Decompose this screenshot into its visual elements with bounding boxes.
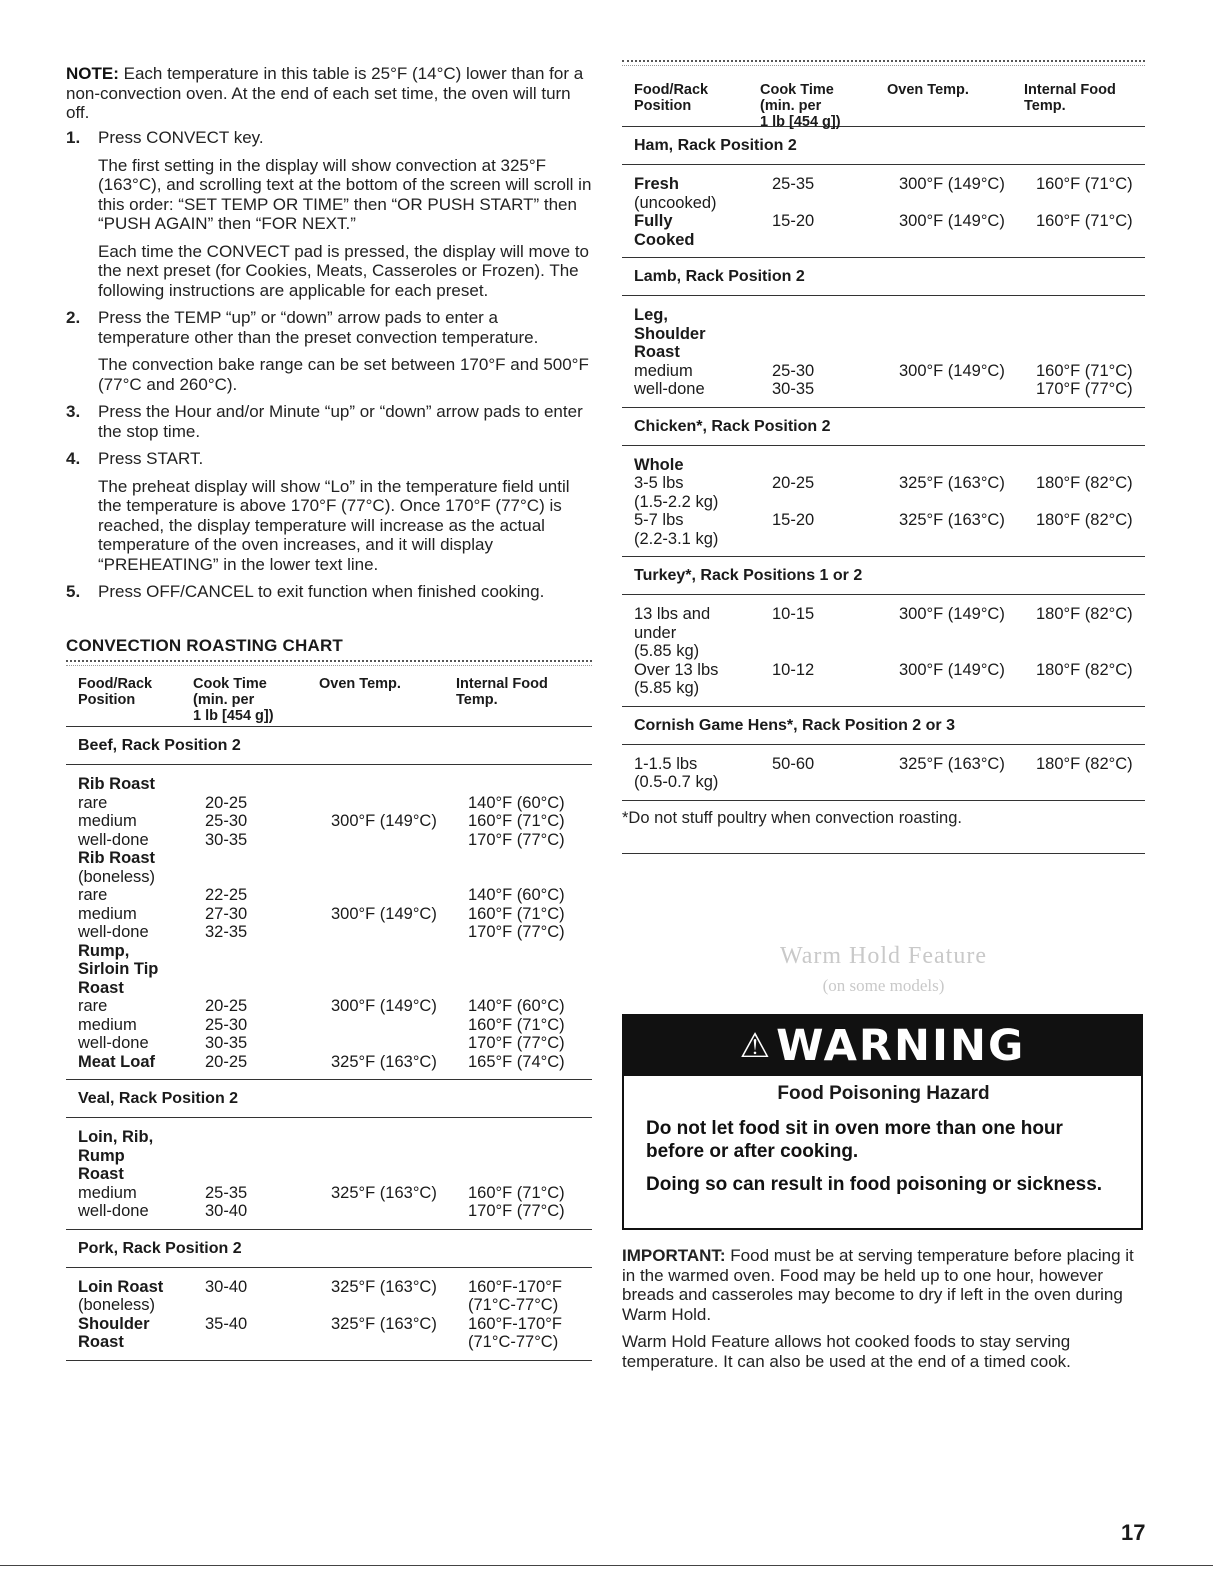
cell-oven-temp: 325°F (163°C) bbox=[899, 754, 1005, 773]
cell-internal-temp: 180°F (82°C) bbox=[1036, 754, 1133, 773]
table-row bbox=[78, 979, 592, 998]
table-row bbox=[634, 511, 1145, 530]
table-row bbox=[78, 960, 592, 979]
cell-oven-temp: 300°F (149°C) bbox=[899, 212, 1005, 230]
cell-food: 5-7 lbs bbox=[634, 511, 684, 529]
warm-hold-heading bbox=[622, 943, 1145, 996]
step-item bbox=[66, 402, 592, 441]
header-c3: Oven Temp. bbox=[319, 676, 401, 692]
important-section bbox=[622, 1246, 1145, 1379]
table-header bbox=[66, 666, 592, 726]
table-header bbox=[622, 66, 1145, 130]
cell-food: well-done bbox=[78, 1202, 149, 1220]
table-row bbox=[78, 849, 592, 868]
cell-oven-temp: 300°F (149°C) bbox=[331, 812, 437, 830]
step-number: 5. bbox=[66, 582, 81, 601]
cell-cook-time: 10-12 bbox=[772, 660, 815, 679]
warm-hold-description: Warm Hold Feature allows hot cooked foods to stay serving temperature. It can also be used at the end of a timed cook. bbox=[622, 1332, 1071, 1371]
table-row bbox=[634, 773, 1145, 792]
section-rows bbox=[622, 165, 1145, 257]
cell-food: Fresh bbox=[634, 175, 679, 193]
cell-food: (5.85 kg) bbox=[634, 642, 700, 660]
cell-internal-temp: 170°F (77°C) bbox=[468, 923, 565, 941]
cell-food: medium bbox=[78, 1183, 137, 1202]
header-c4: Internal Food Temp. bbox=[456, 676, 548, 708]
instruction-steps bbox=[66, 128, 592, 610]
header-c2: Cook Time (min. per 1 lb [454 g]) bbox=[760, 82, 841, 130]
table-row bbox=[634, 362, 1145, 381]
table-row bbox=[78, 923, 592, 942]
table-row bbox=[634, 212, 1145, 231]
cell-food: 13 lbs and bbox=[634, 605, 711, 623]
warning-label: WARNING bbox=[776, 1021, 1026, 1071]
table-row bbox=[78, 886, 592, 905]
warning-line-2: Doing so can result in food poisoning or sickness. bbox=[646, 1174, 1103, 1195]
step-number: 2. bbox=[66, 308, 81, 327]
cell-food: well-done bbox=[78, 830, 149, 849]
cell-food: Roast bbox=[78, 1165, 124, 1183]
cell-food: rare bbox=[78, 997, 108, 1015]
cell-cook-time: 25-30 bbox=[205, 812, 248, 830]
cell-internal-temp: 160°F-170°F bbox=[468, 1314, 562, 1333]
section-title: Cornish Game Hens*, Rack Position 2 or 3 bbox=[634, 716, 955, 734]
cell-oven-temp: 300°F (149°C) bbox=[899, 175, 1005, 193]
roasting-chart-left bbox=[66, 660, 592, 1361]
cell-oven-temp: 325°F (163°C) bbox=[331, 1052, 437, 1071]
section-rows bbox=[66, 1118, 592, 1229]
table-row bbox=[634, 343, 1145, 362]
cell-internal-temp: 180°F (82°C) bbox=[1036, 660, 1133, 679]
section-title: Chicken*, Rack Position 2 bbox=[634, 417, 831, 435]
header-c1: Food/Rack Position bbox=[78, 676, 153, 708]
cell-internal-temp: 160°F-170°F bbox=[468, 1277, 562, 1296]
table-row bbox=[78, 905, 592, 924]
header-c4: Internal Food Temp. bbox=[1024, 82, 1116, 114]
table-row bbox=[78, 1128, 592, 1147]
cell-food: Whole bbox=[634, 455, 684, 474]
step-text: The preheat display will show “Lo” in the temperature field until the temperature is above 170°F (77°C). Once 170°F (77°C) is reached, the display temperature will increase as the actual temperature of the oven increases, and it will display “PREHEATING” in the lower text line. bbox=[98, 476, 570, 574]
cell-internal-temp: 170°F (77°C) bbox=[468, 1202, 565, 1220]
cell-cook-time: 30-40 bbox=[205, 1202, 248, 1220]
table-row bbox=[78, 1333, 592, 1352]
cell-internal-temp: 140°F (60°C) bbox=[468, 886, 565, 904]
cell-food: Rump bbox=[78, 1146, 125, 1165]
cell-oven-temp: 325°F (163°C) bbox=[899, 511, 1005, 529]
cell-cook-time: 25-30 bbox=[772, 361, 815, 380]
cell-food: Roast bbox=[78, 978, 124, 997]
table-row bbox=[78, 1202, 592, 1221]
cell-cook-time: 20-25 bbox=[772, 474, 815, 492]
warm-hold-title: Warm Hold Feature bbox=[779, 943, 987, 969]
table-row bbox=[634, 530, 1145, 549]
cell-cook-time: 27-30 bbox=[205, 904, 248, 923]
step-number: 1. bbox=[66, 128, 81, 147]
roasting-chart-right bbox=[622, 60, 1145, 854]
cell-food: Shoulder bbox=[634, 324, 706, 343]
cell-internal-temp: 180°F (82°C) bbox=[1036, 474, 1133, 492]
step-number: 3. bbox=[66, 402, 81, 421]
table-row bbox=[78, 1315, 592, 1334]
table-row bbox=[634, 624, 1145, 643]
cell-cook-time: 35-40 bbox=[205, 1314, 248, 1333]
hazard-title: Food Poisoning Hazard bbox=[777, 1083, 990, 1104]
table-row bbox=[78, 794, 592, 813]
table-row bbox=[78, 812, 592, 831]
table-row bbox=[78, 1053, 592, 1072]
cell-internal-temp: (71°C-77°C) bbox=[468, 1333, 559, 1351]
cell-food: Rump, bbox=[78, 941, 130, 960]
cell-internal-temp: 160°F (71°C) bbox=[468, 812, 565, 830]
warning-box bbox=[622, 1014, 1143, 1230]
cell-oven-temp: 300°F (149°C) bbox=[899, 660, 1005, 679]
cell-internal-temp: 140°F (60°C) bbox=[468, 997, 565, 1015]
table-row bbox=[78, 1184, 592, 1203]
cell-internal-temp: 160°F (71°C) bbox=[1036, 361, 1133, 380]
header-c3: Oven Temp. bbox=[887, 82, 969, 98]
cell-cook-time: 15-20 bbox=[772, 212, 815, 230]
step-text: Press OFF/CANCEL to exit function when finished cooking. bbox=[98, 582, 545, 601]
cell-food: 3-5 lbs bbox=[634, 474, 684, 492]
cell-food: Roast bbox=[634, 343, 680, 361]
section-title: Pork, Rack Position 2 bbox=[78, 1239, 242, 1257]
step-text: Press the Hour and/or Minute “up” or “down” arrow pads to enter the stop time. bbox=[98, 402, 583, 441]
section-rows bbox=[622, 745, 1145, 800]
section-title: Beef, Rack Position 2 bbox=[78, 737, 241, 754]
cell-cook-time: 20-25 bbox=[205, 793, 248, 812]
cell-oven-temp: 300°F (149°C) bbox=[899, 605, 1005, 623]
section-rule bbox=[66, 1360, 592, 1361]
table-row bbox=[634, 194, 1145, 213]
cell-food: rare bbox=[78, 793, 108, 812]
table-row bbox=[634, 679, 1145, 698]
step-item bbox=[66, 449, 592, 574]
cell-oven-temp: 325°F (163°C) bbox=[331, 1314, 437, 1333]
cell-cook-time: 10-15 bbox=[772, 605, 815, 623]
cell-cook-time: 25-35 bbox=[205, 1183, 248, 1202]
cell-food: Sirloin Tip bbox=[78, 960, 159, 978]
table-row bbox=[634, 456, 1145, 475]
step-item bbox=[66, 308, 592, 394]
note-text: Each temperature in this table is 25°F (14°C) lower than for a non-convection oven. At the end of each set time, the oven will turn off. bbox=[66, 64, 584, 122]
section-title: Ham, Rack Position 2 bbox=[634, 137, 797, 154]
cell-food: medium bbox=[78, 812, 137, 830]
section-rows bbox=[66, 765, 592, 1079]
section-title: Veal, Rack Position 2 bbox=[78, 1090, 239, 1107]
cell-internal-temp: 170°F (77°C) bbox=[468, 1034, 565, 1052]
cell-food: Leg, bbox=[634, 306, 668, 324]
cell-food: Fully bbox=[634, 212, 673, 230]
warning-line-1: Do not let food sit in oven more than one hour before or after cooking. bbox=[646, 1118, 1063, 1162]
important-label: IMPORTANT: bbox=[622, 1246, 726, 1265]
table-row bbox=[634, 642, 1145, 661]
cell-food: Rib Roast bbox=[78, 849, 156, 867]
cell-food: well-done bbox=[78, 923, 149, 941]
table-row bbox=[78, 1147, 592, 1166]
table-row bbox=[634, 231, 1145, 250]
cell-cook-time: 20-25 bbox=[205, 997, 248, 1015]
cell-cook-time: 15-20 bbox=[772, 511, 815, 529]
table-row bbox=[78, 775, 592, 794]
step-text: Each time the CONVECT pad is pressed, the display will move to the next preset (for Cookies, Meats, Casseroles or Frozen). The following instructions are applicable for each preset. bbox=[98, 241, 590, 300]
cell-food: medium bbox=[78, 1015, 137, 1034]
cell-oven-temp: 300°F (149°C) bbox=[331, 997, 437, 1015]
page-number: 17 bbox=[1121, 1520, 1146, 1545]
important-paragraph bbox=[622, 1246, 1145, 1324]
cell-cook-time: 32-35 bbox=[205, 923, 248, 941]
cell-food: Meat Loaf bbox=[78, 1052, 156, 1071]
cell-food: 1-1.5 lbs bbox=[634, 754, 698, 773]
cell-internal-temp: 140°F (60°C) bbox=[468, 793, 565, 812]
section-rows bbox=[622, 446, 1145, 557]
cell-food: (1.5-2.2 kg) bbox=[634, 492, 719, 511]
cell-food: Loin, Rib, bbox=[78, 1128, 154, 1146]
table-row bbox=[78, 942, 592, 961]
cell-cook-time: 20-25 bbox=[205, 1052, 248, 1071]
cell-food: Loin Roast bbox=[78, 1277, 164, 1296]
note-label: NOTE: bbox=[66, 64, 119, 83]
header-c1: Food/Rack Position bbox=[634, 82, 709, 114]
table-row bbox=[78, 1165, 592, 1184]
cell-oven-temp: 300°F (149°C) bbox=[331, 904, 437, 923]
section-title: Turkey*, Rack Positions 1 or 2 bbox=[634, 567, 863, 584]
cell-cook-time: 25-35 bbox=[772, 175, 815, 193]
table-row bbox=[78, 1296, 592, 1315]
section-rows bbox=[622, 296, 1145, 407]
footnote: *Do not stuff poultry when convection roasting. bbox=[622, 808, 962, 827]
cell-internal-temp: 165°F (74°C) bbox=[468, 1052, 565, 1071]
note-paragraph bbox=[66, 64, 586, 123]
cell-oven-temp: 300°F (149°C) bbox=[899, 361, 1005, 380]
cell-internal-temp: 180°F (82°C) bbox=[1036, 511, 1133, 529]
cell-cook-time: 22-25 bbox=[205, 886, 248, 904]
header-c2: Cook Time (min. per 1 lb [454 g]) bbox=[193, 676, 274, 724]
cell-cook-time: 30-35 bbox=[772, 380, 815, 398]
cell-food: Rib Roast bbox=[78, 775, 156, 793]
section-title: Lamb, Rack Position 2 bbox=[634, 268, 805, 285]
cell-cook-time: 30-35 bbox=[205, 830, 248, 849]
bottom-rule bbox=[0, 1565, 1213, 1566]
cell-cook-time: 25-30 bbox=[205, 1015, 248, 1034]
cell-food: rare bbox=[78, 886, 108, 904]
section-rule bbox=[622, 853, 1145, 854]
table-row bbox=[634, 175, 1145, 194]
cell-food: well-done bbox=[634, 380, 705, 398]
chart-title: CONVECTION ROASTING CHART bbox=[66, 636, 343, 655]
table-row bbox=[634, 380, 1145, 399]
step-text: Press CONVECT key. bbox=[98, 128, 264, 147]
cell-food: Roast bbox=[78, 1333, 124, 1351]
cell-food: Cooked bbox=[634, 230, 695, 249]
cell-internal-temp: 160°F (71°C) bbox=[1036, 212, 1133, 230]
warning-triangle-icon: ⚠ bbox=[739, 1026, 773, 1066]
cell-food: well-done bbox=[78, 1034, 149, 1052]
section-rows bbox=[66, 1268, 592, 1360]
step-item bbox=[66, 582, 592, 602]
cell-food: (5.85 kg) bbox=[634, 679, 700, 697]
table-row bbox=[634, 306, 1145, 325]
cell-food: Shoulder bbox=[78, 1314, 150, 1333]
cell-food: (0.5-0.7 kg) bbox=[634, 773, 719, 791]
section-rows bbox=[622, 595, 1145, 706]
cell-cook-time: 50-60 bbox=[772, 754, 815, 773]
cell-internal-temp: 170°F (77°C) bbox=[1036, 380, 1133, 398]
cell-oven-temp: 325°F (163°C) bbox=[331, 1183, 437, 1202]
cell-cook-time: 30-35 bbox=[205, 1034, 248, 1052]
table-row bbox=[634, 325, 1145, 344]
cell-internal-temp: 160°F (71°C) bbox=[1036, 175, 1133, 193]
cell-internal-temp: 180°F (82°C) bbox=[1036, 605, 1133, 623]
cell-cook-time: 30-40 bbox=[205, 1277, 248, 1296]
step-text: Press START. bbox=[98, 449, 204, 468]
step-item bbox=[66, 128, 592, 300]
table-row bbox=[78, 831, 592, 850]
cell-food: under bbox=[634, 623, 677, 642]
cell-food: (2.2-3.1 kg) bbox=[634, 529, 719, 548]
step-text: Press the TEMP “up” or “down” arrow pads to enter a temperature other than the preset convection temperature. bbox=[98, 308, 539, 347]
warning-header bbox=[624, 1016, 1141, 1076]
table-row bbox=[78, 997, 592, 1016]
table-row bbox=[634, 661, 1145, 680]
step-text: The convection bake range can be set between 170°F and 500°F (77°C and 260°C). bbox=[98, 355, 589, 394]
cell-food: Over 13 lbs bbox=[634, 660, 719, 679]
warm-hold-subtitle: (on some models) bbox=[822, 976, 945, 995]
important-text: Food must be at serving temperature before placing it in the warmed oven. Food may be held up to one hour, however breads and casseroles may become to dry if left in the oven during Warm Hold. bbox=[622, 1246, 1134, 1324]
table-row bbox=[634, 605, 1145, 624]
cell-food: medium bbox=[634, 361, 693, 380]
table-row bbox=[634, 755, 1145, 774]
table-row bbox=[634, 493, 1145, 512]
cell-internal-temp: (71°C-77°C) bbox=[468, 1296, 559, 1314]
cell-oven-temp: 325°F (163°C) bbox=[331, 1277, 437, 1296]
table-row bbox=[78, 1034, 592, 1053]
cell-food: medium bbox=[78, 904, 137, 923]
cell-internal-temp: 160°F (71°C) bbox=[468, 904, 565, 923]
step-number: 4. bbox=[66, 449, 81, 468]
cell-food: (boneless) bbox=[78, 867, 156, 886]
cell-internal-temp: 170°F (77°C) bbox=[468, 830, 565, 849]
table-row bbox=[78, 1016, 592, 1035]
table-row bbox=[634, 474, 1145, 493]
table-row bbox=[78, 868, 592, 887]
step-text: The first setting in the display will show convection at 325°F (163°C), and scrolling text at the bottom of the screen will scroll in this order: “SET TEMP OR TIME” then “OR PUSH START” then “PUSH AGAIN” then “FOR NEXT.” bbox=[98, 155, 592, 233]
warning-body bbox=[624, 1076, 1141, 1196]
cell-food: (boneless) bbox=[78, 1296, 156, 1314]
cell-food: (uncooked) bbox=[634, 193, 717, 212]
cell-internal-temp: 160°F (71°C) bbox=[468, 1015, 565, 1034]
table-row bbox=[78, 1278, 592, 1297]
cell-oven-temp: 325°F (163°C) bbox=[899, 474, 1005, 492]
cell-internal-temp: 160°F (71°C) bbox=[468, 1183, 565, 1202]
